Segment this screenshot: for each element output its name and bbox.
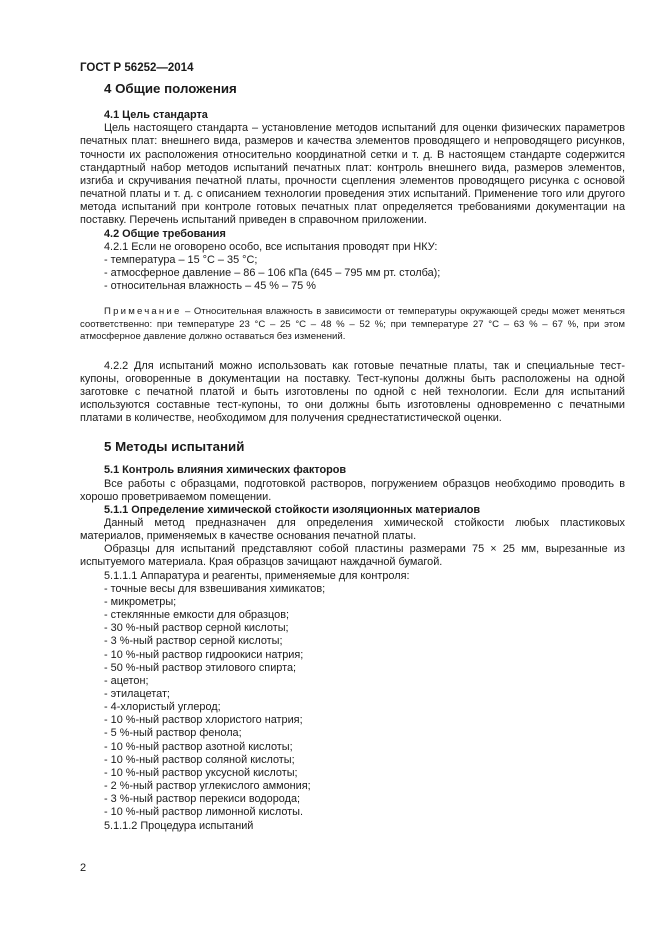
list-item: - 3 %-ный раствор перекиси водорода; bbox=[104, 793, 301, 806]
document-header: ГОСТ Р 56252—2014 bbox=[80, 62, 194, 74]
list-item: - 10 %-ный раствор уксусной кислоты; bbox=[104, 766, 298, 779]
list-item: - температура – 15 °С – 35 °С; bbox=[104, 253, 258, 266]
list-item: - 10 %-ный раствор лимонной кислоты. bbox=[104, 806, 304, 819]
list-item: - стеклянные емкости для образцов; bbox=[104, 609, 290, 622]
list-item: - микрометры; bbox=[104, 595, 177, 608]
section-5-1-text: Все работы с образцами, подготовкой растворов, погружением образцов необходимо проводить в хорошо проветриваемом помещении. bbox=[80, 477, 625, 503]
document-page bbox=[80, 62, 625, 833]
list-item: - этилацетат; bbox=[104, 688, 170, 700]
section-5-1-1-1: 5.1.1.1 Аппаратура и реагенты, применяемые для контроля: bbox=[104, 569, 410, 582]
list-item: - 30 %-ный раствор серной кислоты; bbox=[104, 622, 289, 635]
list-item: - 10 %-ный раствор азотной кислоты; bbox=[104, 740, 293, 753]
note bbox=[80, 306, 625, 343]
list-item: - 5 %-ный раствор фенола; bbox=[104, 727, 242, 740]
section-5-1-1-title: 5.1.1 Определение химической стойкости изоляционных материалов bbox=[104, 503, 481, 516]
list-item: - атмосферное давление – 86 – 106 кПа (645 – 795 мм рт. столба); bbox=[104, 267, 441, 280]
list-item: - 3 %-ный раствор серной кислоты; bbox=[104, 635, 283, 648]
list-item: - 10 %-ный раствор соляной кислоты; bbox=[104, 753, 295, 766]
reagents-list bbox=[80, 583, 625, 820]
note-label: Примечание bbox=[104, 306, 182, 318]
list-item: - 50 %-ный раствор этилового спирта; bbox=[104, 661, 297, 674]
list-item: - 4-хлористый углерод; bbox=[104, 701, 221, 714]
section-5-1-1-p1: Данный метод предназначен для определения химической стойкости любых пластиковых материалов, применяемых в качестве основания печатной платы. bbox=[80, 516, 625, 543]
section-5-1-title: 5.1 Контроль влияния химических факторов bbox=[104, 464, 347, 477]
list-item: - 10 %-ный раствор хлористого натрия; bbox=[104, 714, 303, 727]
note-text: – Относительная влажность в зависимости от температуры окружающей среды может меняться соответственно: при температуре 23 °С – 25 °С – 48 % – 52 %; при температуре 27 °С – 63 % – 67 %, при этом атмосферное давление должно оставаться без изменений. bbox=[80, 306, 625, 343]
section-4-2-2: 4.2.2 Для испытаний можно использовать как готовые печатные платы, так и специальные тест-купоны, оговоренные в документации на поставку. Тест-купоны должны быть расположены на одной заготовке с печатной платой и быть изготовлены по одной с ней технологии. Если для испытаний используются составные тест-купоны, то они должны быть изготовлены одновременно с печатными платами в количестве, необходимом для получения среднестатистической оценки. bbox=[80, 359, 625, 425]
section-4-title: 4 Общие положения bbox=[104, 81, 237, 97]
list-item: - 10 %-ный раствор гидроокиси натрия; bbox=[104, 648, 304, 661]
page-number: 2 bbox=[80, 862, 87, 874]
section-4-1-title: 4.1 Цель стандарта bbox=[104, 109, 208, 122]
list-item: - относительная влажность – 45 % – 75 % bbox=[104, 280, 316, 293]
list-item: - 2 %-ный раствор углекислого аммония; bbox=[104, 780, 311, 793]
list-item: - ацетон; bbox=[104, 674, 149, 687]
section-5-title: 5 Методы испытаний bbox=[104, 439, 245, 455]
list-item: - точные весы для взвешивания химикатов; bbox=[104, 582, 326, 595]
section-4-1-text: Цель настоящего стандарта – установление методов испытаний для оценки физических параметров печатных плат: внешнего вида, размеров и качества элементов проводящего и непроводящего рисунков, точности их расположения относительно координатной сетки и т. д. В настоящем стандарте содержится стандартный набор методов испытаний печатных плат: контроль внешнего вида, размеров элементов, изгиба и скручивания печатной платы, прочности сцепления элементов проводящего рисунка с основой печатной платы и т. д. с описанием технологии проведения этих испытаний. Применение того или другого метода испытаний при контроле готовых печатных плат определяется требованиями документации на поставку. Перечень испытаний приведен в справочном приложении. bbox=[80, 122, 625, 227]
section-4-2-title: 4.2 Общие требования bbox=[104, 227, 226, 240]
section-5-1-1-p2: Образцы для испытаний представляют собой пластины размерами 75 × 25 мм, вырезанные из испытуемого материала. Края образцов зачищают наждачной бумагой. bbox=[80, 543, 625, 569]
section-4-2-1: 4.2.1 Если не оговорено особо, все испытания проводят при НКУ: bbox=[104, 240, 438, 253]
conditions-list bbox=[80, 254, 625, 293]
section-5-1-1-2: 5.1.1.2 Процедура испытаний bbox=[104, 819, 254, 832]
